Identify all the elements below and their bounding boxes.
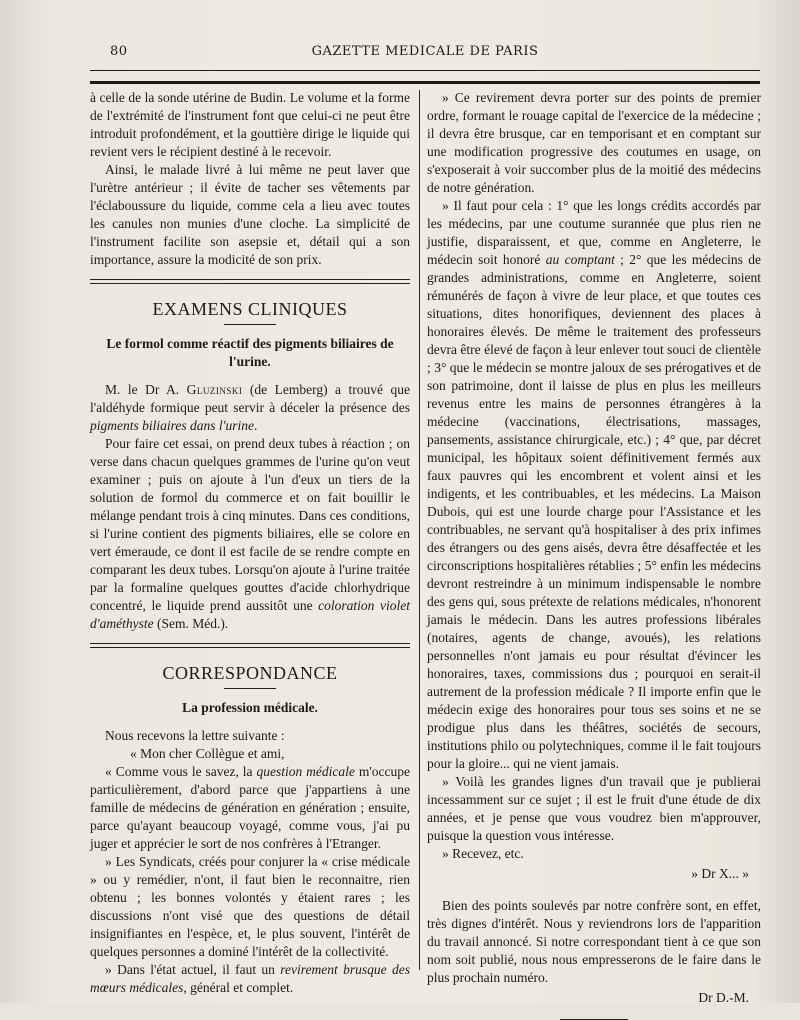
text-run: . [254, 418, 258, 433]
text-run: m'occupe particulièrement, d'abord parce que j'appartiens à une famille de médecins de génération en génération ; ensuite, parce qu'ayant beaucoup voyagé, comme vous, j'ai pu juger et apprécier le sort de nos confrères à l'Etranger. [90, 764, 410, 851]
paragraph [427, 197, 761, 773]
italic-text: coloration violet d'améthyste [90, 598, 411, 631]
paragraph: » Recevez, etc. [442, 846, 524, 861]
paragraph: » Les Syndicats, créés pour conjurer la « crise médicale » ou y remédier, n'ont, il faut bien le reconnaitre, rien obtenu ; les bonnes volontés y étaient rares ; les discussions n'ont visé que des questions de détail insignifiantes en l'espèce, et, le plus souvent, l'intérêt de quelques personnes a dominé l'intérêt de la collectivité. [90, 854, 410, 959]
paragraph: » Ce revirement devra porter sur des points de premier ordre, formant le rouage capital de l'exercice de la médecine ; il devra être brusque, car en temporisant et en comptant sur une modification progressive des coutumes en usage, on s'exposerait à voir succomber plus de la moitié des médecins de notre génération. [427, 90, 761, 195]
editor-signature: Dr D.-M. [698, 990, 749, 1005]
paragraph [90, 763, 410, 853]
column-divider [419, 90, 420, 970]
paragraph: Nous recevons la lettre suivante : [105, 728, 285, 743]
paragraph: » Voilà les grandes lignes d'un travail que je publierai incessamment sur ce sujet ; il est le fruit d'une étude de dix années, et je pense que vous voudrez bien m'approuver, puisque la question vous intéresse. [427, 774, 761, 843]
paragraph: Ainsi, le malade livré à lui même ne peut laver que l'urètre antérieur ; il évite de tacher ses vêtements par l'éclaboussure du liquide, comme cela a lieu avec toutes les canules non munies d'une cloche. La simplicité de l'instrument facilite son asepsie et, détail qui a son importance, assure la modicité de son prix. [90, 162, 410, 267]
section-heading-correspondance: CORRESPONDANCE [162, 663, 338, 683]
italic-text: pigments biliaires dans l'urine [90, 418, 255, 433]
article-title-formol: Le formol comme réactif des pigments biliaires de l'urine. [106, 336, 394, 369]
section-divider [90, 279, 410, 284]
journal-title: GAZETTE MEDICALE DE PARIS [311, 44, 539, 59]
paragraph: Bien des points soulevés par notre confrère sont, en effet, très dignes d'intérêt. Nous y reviendrons lors de l'apparition du travail annoncé. Si notre correspondant tient à ce que son nom soit publié, nous nous empresserons de le faire dans le plus prochain numéro. [427, 898, 761, 985]
header-rule [90, 70, 760, 84]
italic-text: au comptant [545, 252, 615, 267]
letter-salutation: « Mon cher Collègue et ami, [130, 746, 285, 761]
text-run: » Dans l'état actuel, il faut un [105, 962, 281, 977]
article-title-profession: La profession médicale. [182, 700, 318, 715]
section-divider [90, 643, 410, 648]
paragraph [90, 381, 410, 435]
italic-text: revirement brusque des mœurs médicales [90, 962, 410, 995]
text-run: , général et complet. [183, 980, 294, 995]
text-run: « Comme vous le savez, la [105, 764, 257, 779]
letter-signature: » Dr X... » [691, 866, 749, 881]
left-column [90, 89, 410, 997]
text-run: M. le Dr A. [105, 382, 187, 397]
paragraph [90, 961, 410, 997]
right-column [427, 89, 761, 1020]
page-number: 80 [110, 44, 128, 59]
text-run: ; 2° que les médecins de grandes administrations, comme en Angleterre, soient rémunérés de façon à vivre de leur place, et que toutes ces situations, dites honorifiques, deviennent des places à honoraires élevés. De même le traitement des professeurs devra être élevé de façon à leur enlever tout souci de clientèle ; 3° que le médecin se montre jaloux de ses prérogatives et de son patrimoine, dont il laisse de plus en plus les meilleurs revenus entre les mains de personnes étrangères à la médecine (vaccinations, électrisations, massages, pansements, assistance chirurgicale, etc.) ; 4° que, par décret municipal, les hôpitaux soient définitivement fermés aux faux pauvres qui les encombrent et volent ainsi et les indigents, et les contribuables, et les médecins. La Maison Dubois, qui est une lourde charge pour l'Assistance et les contribuables, ne servant qu'à hospitaliser à des prix infimes des étrangers ou des gens aisés, devra être désaffectée et les circonscriptions hospitalières rétablies ; 5° enfin les médecins devront restreindre à un minimum indispensable le nombre des gens qui, sous prétexte de relations médicales, n'honorent jamais le médecin. Dans les autres professions libérales (notaires, agents de change, avoués), les relations personnelles n'ont jamais eu pour résultat d'évincer les honoraires, taxes, commissions dus ; pourquoi en serait-il autrement de la profession médicale ? Il importe enfin que le médecin exige des honoraires pour tous ses soins et ne se prodigue plus dans les théâtres, sociétés de secours, institutions philo ou polytechniques, comme il le fait toujours pour la gloire... qui ne vient jamais. [427, 252, 761, 771]
text-run: Pour faire cet essai, on prend deux tubes à réaction ; on verse dans chacun quelques grammes de l'urine qu'on veut examiner ; puis on ajoute à l'un d'eux un tiers de la solution de formol du commerce et on fait bouillir le mélange pendant trois à cinq minutes. Dans ces conditions, si l'urine contient des pigments biliaires, elle se colore en vert émeraude, ce dont il est facile de se rendre compte en comparant les deux tubes. Lorsqu'on ajoute à l'urine traitée par la formaline quelques gouttes d'acide chlorhydrique concentré, le liquide prend aussitôt une [90, 436, 410, 613]
running-head [90, 42, 760, 64]
text-run: (de Lemberg) a trouvé que l'aldéhyde formique peut servir à déceler la présence des [90, 382, 410, 415]
italic-text: question médicale [256, 764, 355, 779]
short-rule [224, 688, 276, 689]
text-run: » Il faut pour cela : 1° que les longs crédits accordés par les médecins, par une coutume surannée que plus rien ne justifie, disparaissent, et que, comme en Angleterre, le médecin soit honoré [427, 198, 761, 267]
spacer [427, 883, 761, 897]
paragraph [90, 435, 410, 633]
paragraph: à celle de la sonde utérine de Budin. Le volume et la forme de l'extrémité de l'instrument font que celui-ci ne peut être introduit profondément, et la gouttière dirige le liquide qui revient vers le récipient destiné à le recevoir. [90, 90, 410, 159]
section-heading-examens: EXAMENS CLINIQUES [152, 299, 348, 319]
short-rule [224, 324, 276, 325]
author-name: Gluzinski [186, 382, 243, 397]
source-citation: (Sem. Méd.). [153, 616, 229, 631]
